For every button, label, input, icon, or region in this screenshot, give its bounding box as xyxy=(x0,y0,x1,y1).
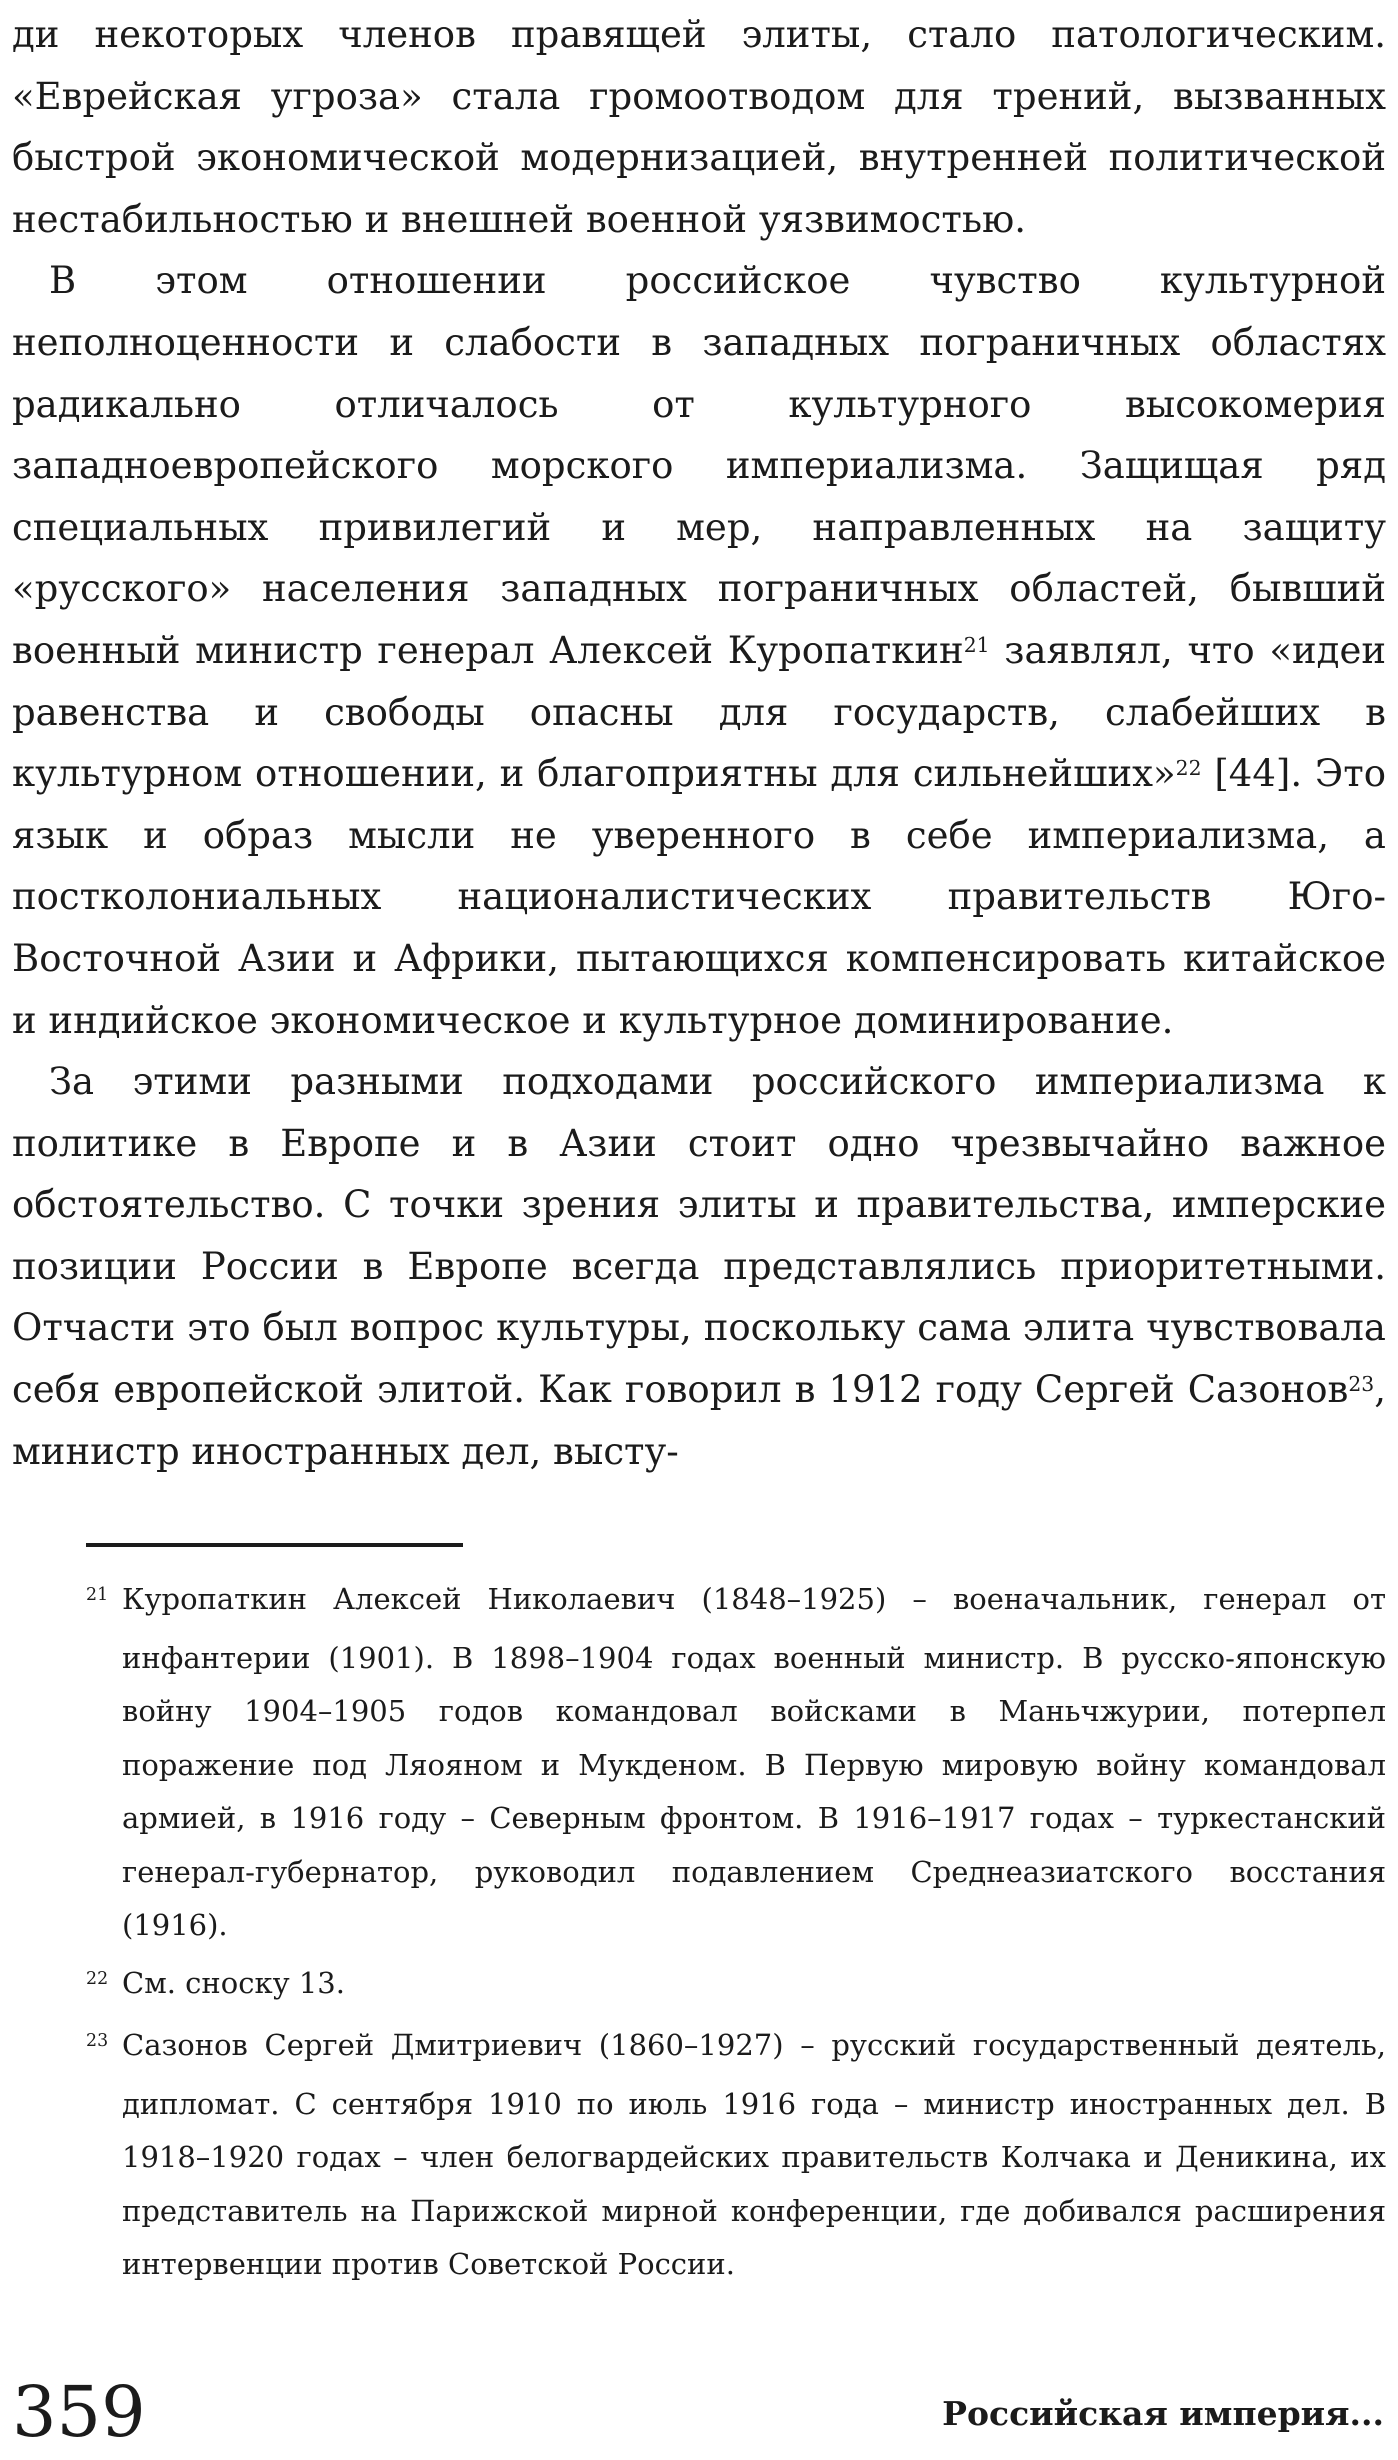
footnote-reference: 22 xyxy=(1175,755,1202,780)
footnote-number: 21 xyxy=(86,1585,109,1606)
footnote-number: 23 xyxy=(86,2031,109,2052)
paragraph xyxy=(12,1051,1386,1482)
paragraph xyxy=(12,250,1386,1051)
footnote-text: Сазонов Сергей Дмитриевич (1860–1927) – русский государственный деятель, дипломат. С сентября 1910 по июль 1916 года – министр иностранных дел. В 1918–1920 годах – член белогвардейских правительств Колчака и Деникина, их представитель на Парижской мирной конференции, где добивался расширения интервенции против Советской России. xyxy=(122,2028,1386,2281)
paragraph-text: За этими разными подходами российского империализма к политике в Европе и в Азии стоит одно чрезвычайно важное обстоятельство. С точки зрения элиты и правительства, имперские позиции России в Европе всегда представлялись приоритетными. Отчасти это был вопрос культуры, поскольку сама элита чувствовала себя европейской элитой. Как говорил в 1912 году Сергей Сазонов xyxy=(12,1060,1386,1412)
running-title: Российская империя... xyxy=(942,2394,1384,2433)
footnote-separator xyxy=(86,1543,463,1547)
page-number: 359 xyxy=(12,2371,146,2453)
footnote-reference: 23 xyxy=(1348,1371,1375,1396)
main-text xyxy=(12,4,1386,1482)
paragraph-continued xyxy=(12,4,1386,250)
footnote xyxy=(86,1573,1386,1953)
footnote-text: См. сноску 13. xyxy=(122,1965,345,2000)
paragraph-text: ди некоторых членов правящей элиты, стало патологическим. «Еврейская угроза» стала громоотводом для трений, вызванных быстрой экономической модернизацией, внутренней политической нестабильностью и внешней военной уязвимостью. xyxy=(12,13,1386,241)
footnote-number: 22 xyxy=(86,1968,109,1989)
paragraph-text: , министр иностранных дел, высту- xyxy=(12,1368,1386,1473)
footnotes xyxy=(86,1573,1386,2296)
paragraph-text: [44]. Это язык и образ мысли не уверенного в себе империализма, а постколониальных националистических правительств Юго-Восточной Азии и Африки, пытающихся компенсировать китайское и индийское экономическое и культурное доминирование. xyxy=(12,752,1386,1042)
footnote-reference: 21 xyxy=(963,632,990,657)
footnote xyxy=(86,2019,1386,2292)
footnote-text: Куропаткин Алексей Николаевич (1848–1925) – военачальник, генерал от инфантерии (1901). В 1898–1904 годах военный министр. В русско-японскую войну 1904–1905 годов командовал войсками в Маньчжурии, потерпел поражение под Ляояном и Мукденом. В Первую мировую войну командовал армией, в 1916 году – Северным фронтом. В 1916–1917 годах – туркестанский генерал-губернатор, руководил подавлением Среднеазиатского восстания (1916). xyxy=(122,1582,1386,1942)
paragraph-text: В этом отношении российское чувство культурной неполноценности и слабости в западных пограничных областях радикально отличалось от культурного высокомерия западноевропейского морского империализма. Защищая ряд специальных привилегий и мер, направленных на защиту «русского» населения западных пограничных областей, бывший военный министр генерал Алексей Куропаткин xyxy=(12,259,1386,672)
footnote xyxy=(86,1957,1386,2016)
paragraph-text: заявлял, что «идеи равенства и свободы опасны для государств, слабейших в культурном отношении, и благоприятны для сильнейших» xyxy=(12,628,1386,796)
